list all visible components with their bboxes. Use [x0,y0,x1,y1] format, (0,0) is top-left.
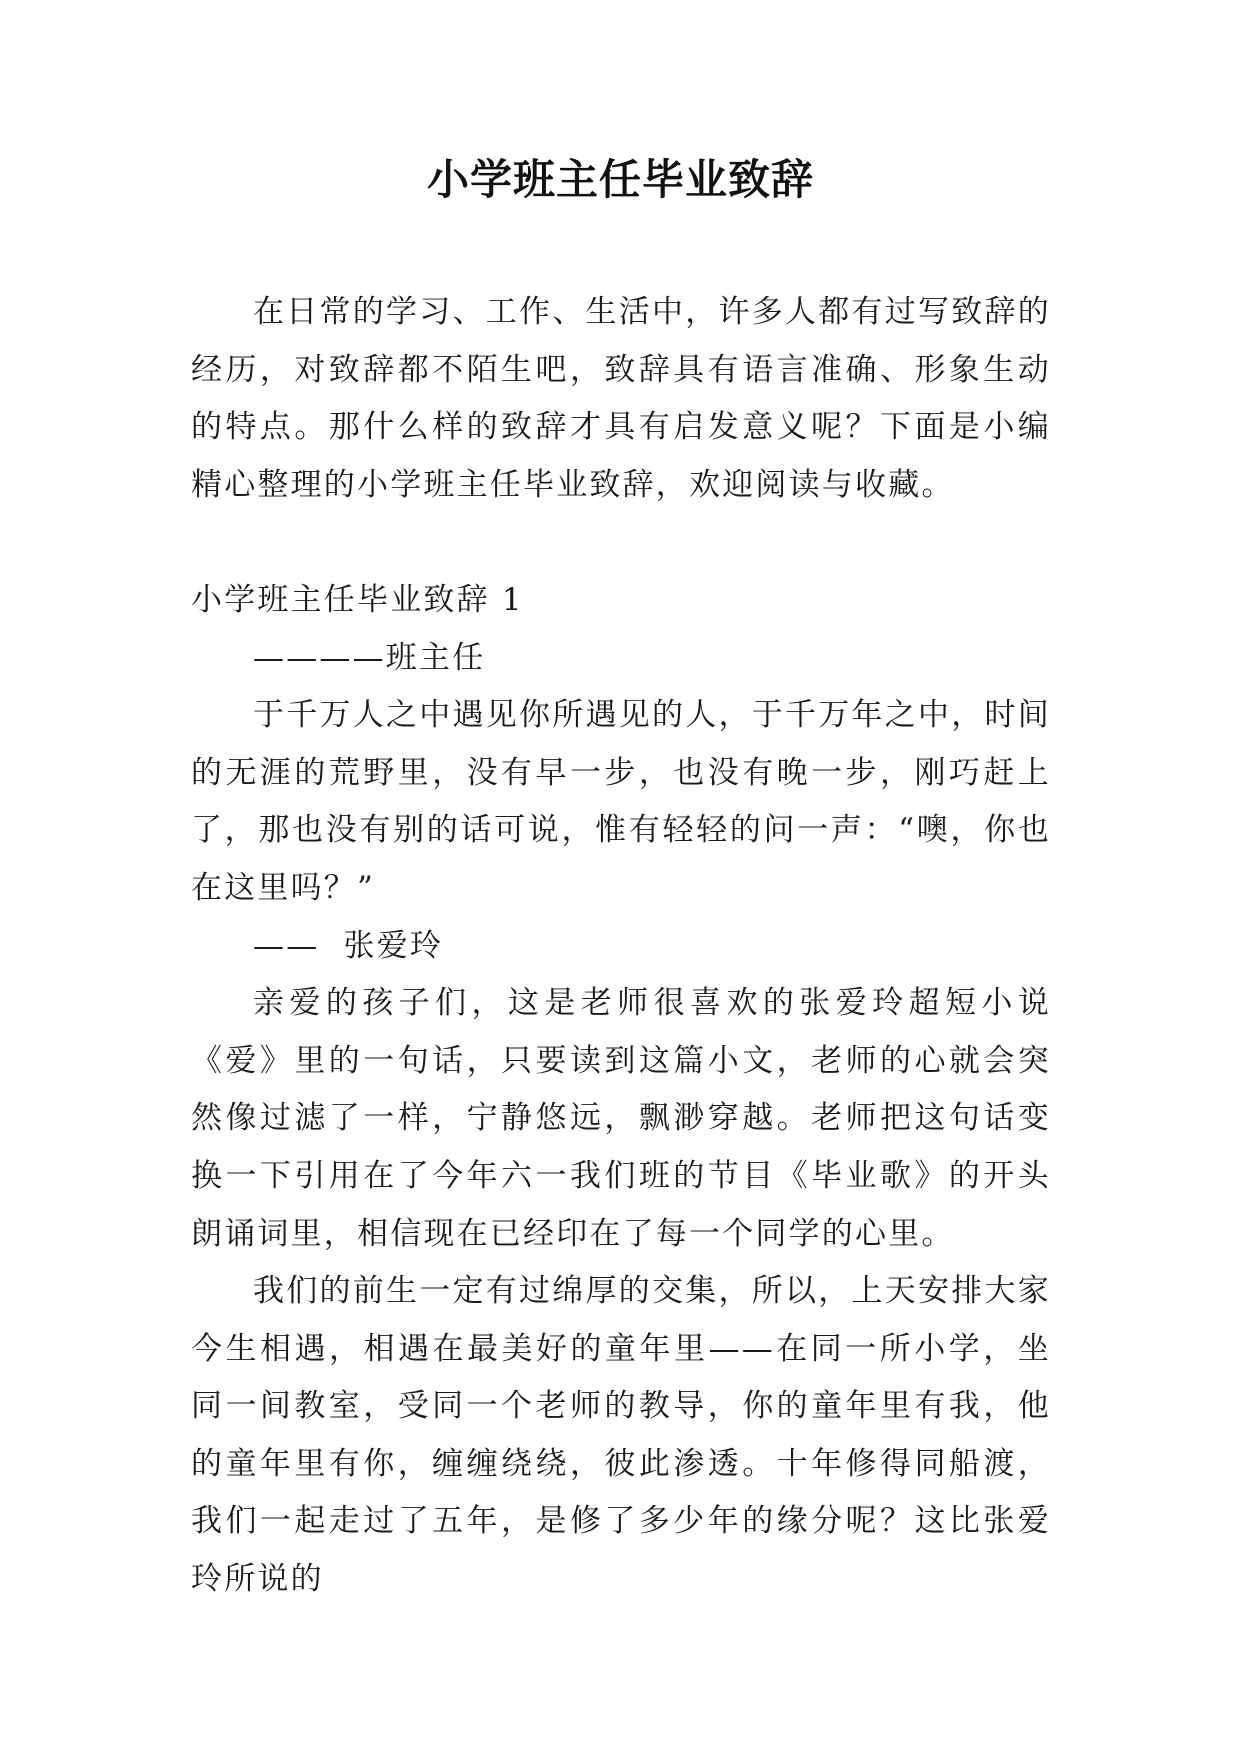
body-paragraph-2: 我们的前生一定有过绵厚的交集，所以，上天安排大家今生相遇，相遇在最美好的童年里——在同一所小学，坐同一间教室，受同一个老师的教导，你的童年里有我，他的童年里有你，缠缠绕绕，彼此渗透。十年修得同船渡，我们一起走过了五年，是修了多少年的缘分呢？这比张爱玲所说的 [191,1273,1051,1598]
paragraph-spacer [191,514,1051,572]
quote-author: —— 张爱玲 [253,927,444,964]
document-title: 小学班主任毕业致辞 [426,155,814,204]
section-heading: 小学班主任毕业致辞 1 [191,581,524,618]
intro-paragraph: 在日常的学习、工作、生活中，许多人都有过写致辞的经历，对致辞都不陌生吧，致辞具有语言准确、形象生动的特点。那什么样的致辞才具有启发意义呢？下面是小编精心整理的小学班主任毕业致辞，欢迎阅读与收藏。 [191,294,1051,503]
document-body [191,284,1051,1609]
byline: ————班主任 [253,639,486,676]
quote-paragraph: 于千万人之中遇见你所遇见的人，于千万年之中，时间的无涯的荒野里，没有早一步，也没有晚一步，刚巧赶上了，那也没有别的话可说，惟有轻轻的问一声：“噢，你也在这里吗？” [191,697,1051,906]
body-paragraph-1: 亲爱的孩子们，这是老师很喜欢的张爱玲超短小说《爱》里的一句话，只要读到这篇小文，老师的心就会突然像过滤了一样，宁静悠远，飘渺穿越。老师把这句话变换一下引用在了今年六一我们班的节目《毕业歌》的开头朗诵词里，相信现在已经印在了每一个同学的心里。 [191,985,1051,1252]
